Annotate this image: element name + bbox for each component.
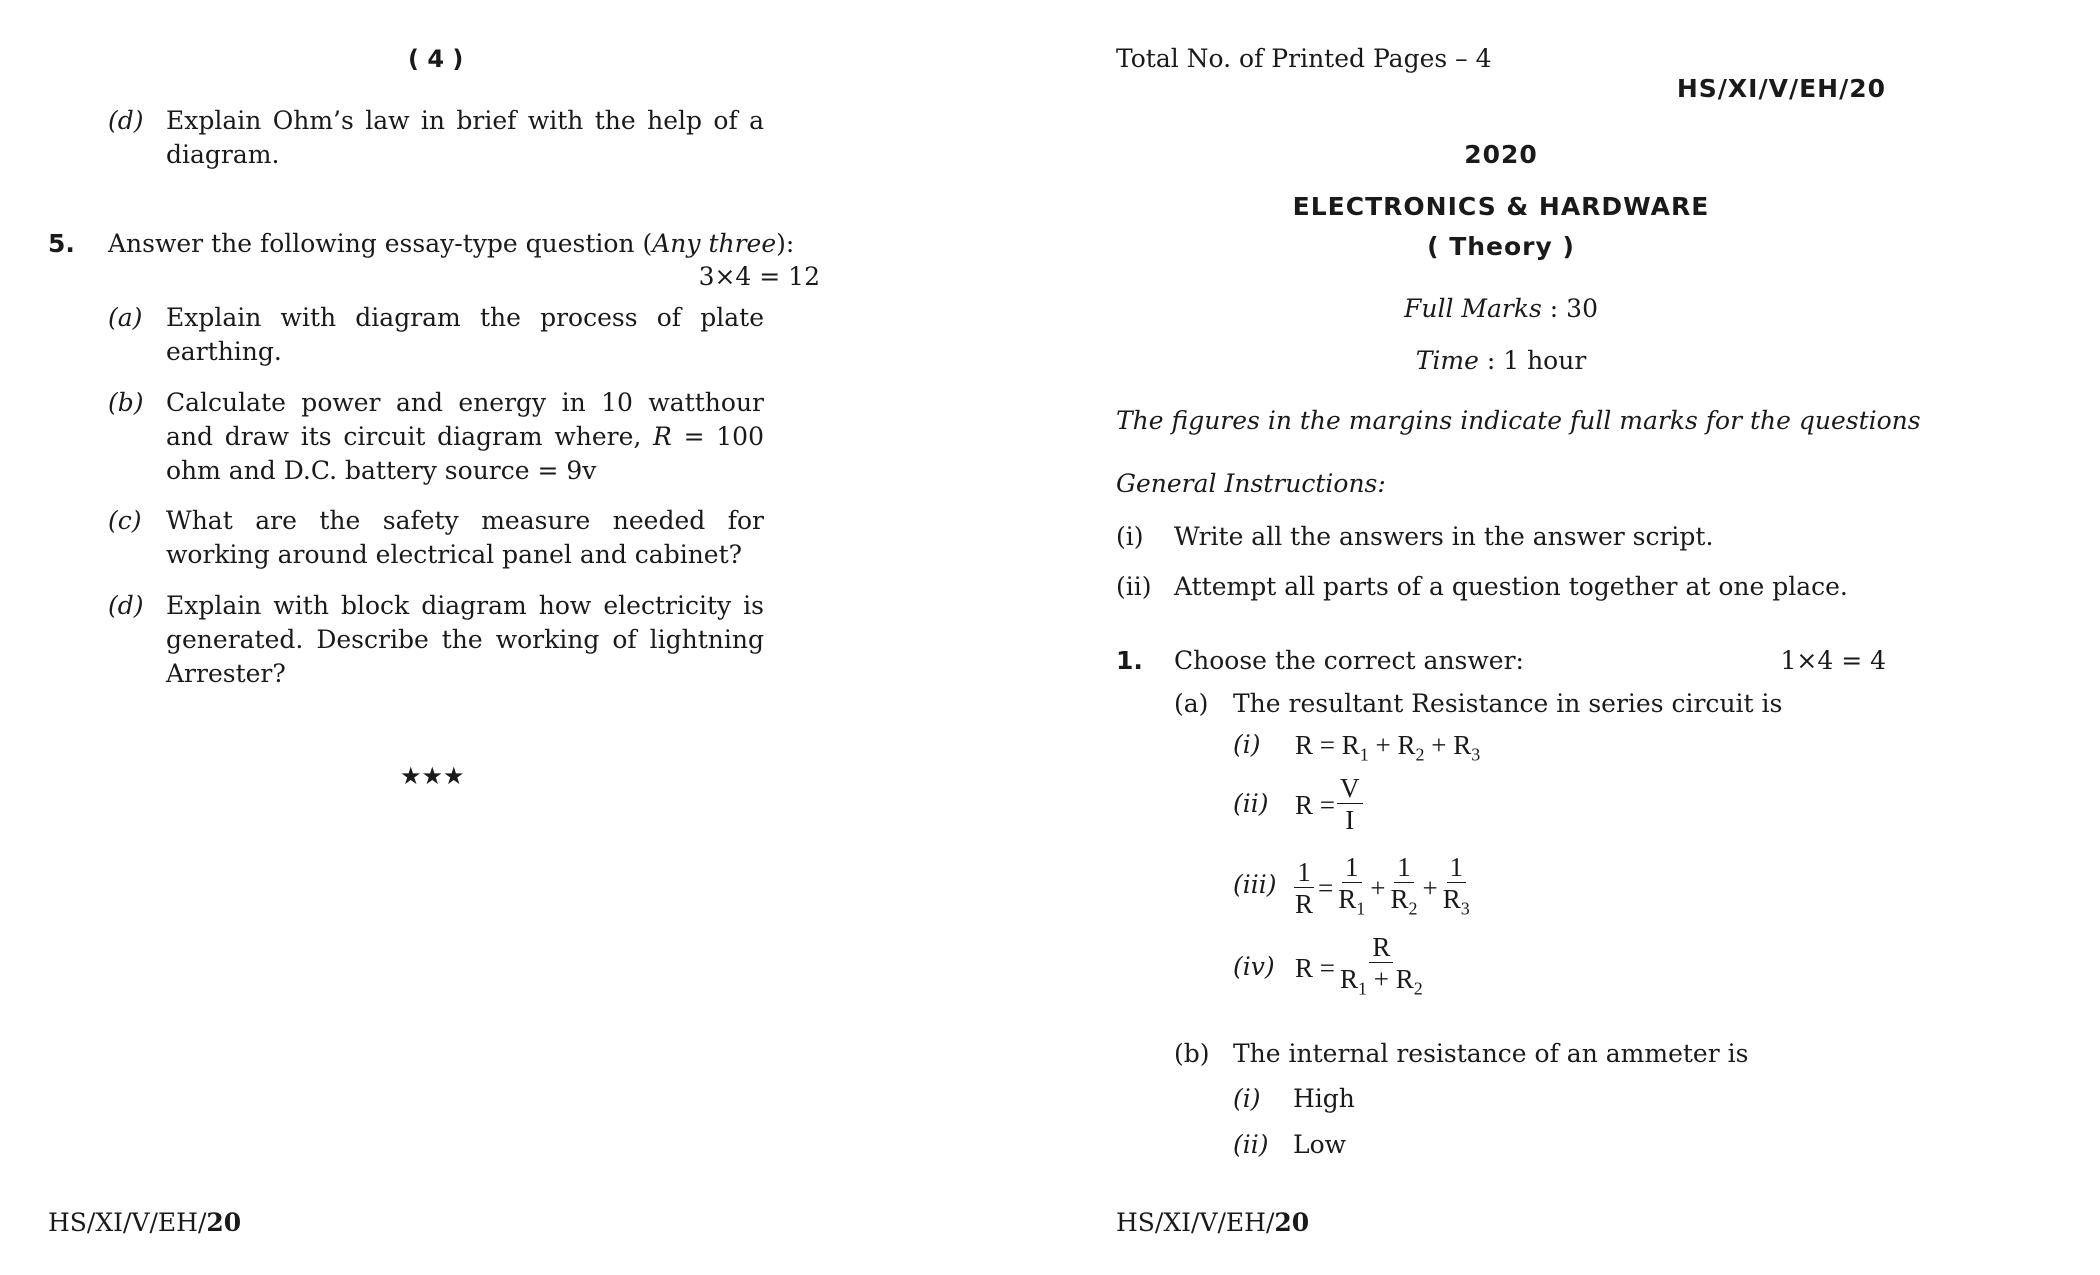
full-marks — [1116, 292, 1886, 326]
question-5-text-start: Answer the following essay-type question ( — [108, 229, 653, 258]
subject-title: ELECTRONICS & HARDWARE — [1292, 192, 1710, 221]
time — [1116, 344, 1886, 378]
option-b-ii-label: (ii) — [1233, 1130, 1269, 1159]
left-footer-code-text: HS/XI/V/EH/ — [48, 1208, 207, 1237]
formula-option-iv: R = $\frac{R}{R_1 + R_2}$ — [1295, 932, 1423, 999]
margins-note: The figures in the margins indicate full marks for the questions — [1116, 406, 1921, 435]
time-label: Time — [1415, 346, 1479, 375]
option-i-label: (i) — [1233, 730, 1261, 759]
question-1-text: Choose the correct answer: — [1174, 646, 1524, 675]
full-marks-label: Full Marks — [1404, 294, 1542, 323]
option-b-i-label: (i) — [1233, 1084, 1261, 1113]
question-1a-text: The resultant Resistance in series circuit is — [1233, 689, 1783, 718]
left-footer-code — [48, 1206, 241, 1240]
right-footer-code — [1116, 1206, 1309, 1240]
question-5b-text — [166, 386, 764, 488]
question-5d-text: Explain with block diagram how electricity is generated. Describe the working of lightning Arrester? — [166, 591, 764, 688]
question-5b-label: (b) — [108, 388, 144, 417]
question-4d-label: (d) — [108, 106, 144, 135]
option-b-ii-text: Low — [1293, 1130, 1347, 1159]
right-footer-code-text: HS/XI/V/EH/ — [1116, 1208, 1275, 1237]
question-5d-label: (d) — [108, 591, 144, 620]
instruction-2-label: (ii) — [1116, 572, 1152, 601]
question-5a-label: (a) — [108, 303, 143, 332]
question-5c-text: What are the safety measure needed for working around electrical panel and cabinet? — [166, 506, 764, 569]
question-5c-label: (c) — [108, 506, 142, 535]
question-5-number: 5. — [48, 229, 75, 258]
instruction-2-text: Attempt all parts of a question together at one place. — [1174, 572, 1848, 601]
question-1b-label: (b) — [1174, 1039, 1210, 1068]
question-1a-label: (a) — [1174, 689, 1209, 718]
right-footer-code-bold: 20 — [1274, 1208, 1310, 1237]
question-5-text — [108, 227, 794, 261]
question-5b-text-end: = 100 ohm and D.C. battery source = 9v — [166, 422, 764, 485]
instruction-1-text: Write all the answers in the answer script. — [1174, 522, 1714, 551]
question-1b-text: The internal resistance of an ammeter is — [1233, 1039, 1749, 1068]
option-b-i-text: High — [1293, 1084, 1355, 1113]
question-5-text-end: ): — [776, 229, 795, 258]
paper-code: HS/XI/V/EH/20 — [1676, 74, 1886, 103]
question-5b-variable: R — [653, 422, 672, 451]
formula-series-resistance: $R = R_1 + R_2 + R_3$ — [1295, 730, 1481, 765]
page-number: ( 4 ) — [408, 45, 464, 73]
total-pages: Total No. of Printed Pages – 4 — [1116, 44, 1492, 73]
option-ii-label: (ii) — [1233, 789, 1269, 818]
instruction-1-label: (i) — [1116, 522, 1144, 551]
question-4d-text: Explain Ohm’s law in brief with the help of a diagram. — [166, 106, 764, 169]
question-5b-text-start: Calculate power and energy in 10 watthour and draw its circuit diagram where, — [166, 388, 764, 451]
end-stars: ★★★ — [400, 762, 465, 790]
heading-block — [1116, 138, 1886, 378]
paper-type: ( Theory ) — [1427, 232, 1575, 261]
option-iv-label: (iv) — [1233, 952, 1275, 981]
question-5-marks: 3×4 = 12 — [698, 262, 820, 291]
full-marks-value: : 30 — [1549, 294, 1598, 323]
left-footer-code-bold: 20 — [206, 1208, 242, 1237]
formula-ohms-law: R = $\frac{V}{I}$ — [1295, 773, 1365, 836]
general-instructions-heading: General Instructions: — [1116, 469, 1386, 498]
formula-parallel-resistance: $\frac{1}{R}$ = $\frac{1}{R_1}$ + $\frac{1}{R_2}$ + $\frac{1}{R_3}$ — [1295, 852, 1470, 919]
question-5a-text: Explain with diagram the process of plate earthing. — [166, 303, 764, 366]
time-value: : 1 hour — [1486, 346, 1587, 375]
option-iii-label: (iii) — [1233, 870, 1277, 899]
question-5-text-italic: Any three — [652, 229, 777, 258]
question-1-number: 1. — [1116, 646, 1143, 675]
year: 2020 — [1464, 140, 1538, 169]
question-1-marks: 1×4 = 4 — [1780, 646, 1886, 675]
